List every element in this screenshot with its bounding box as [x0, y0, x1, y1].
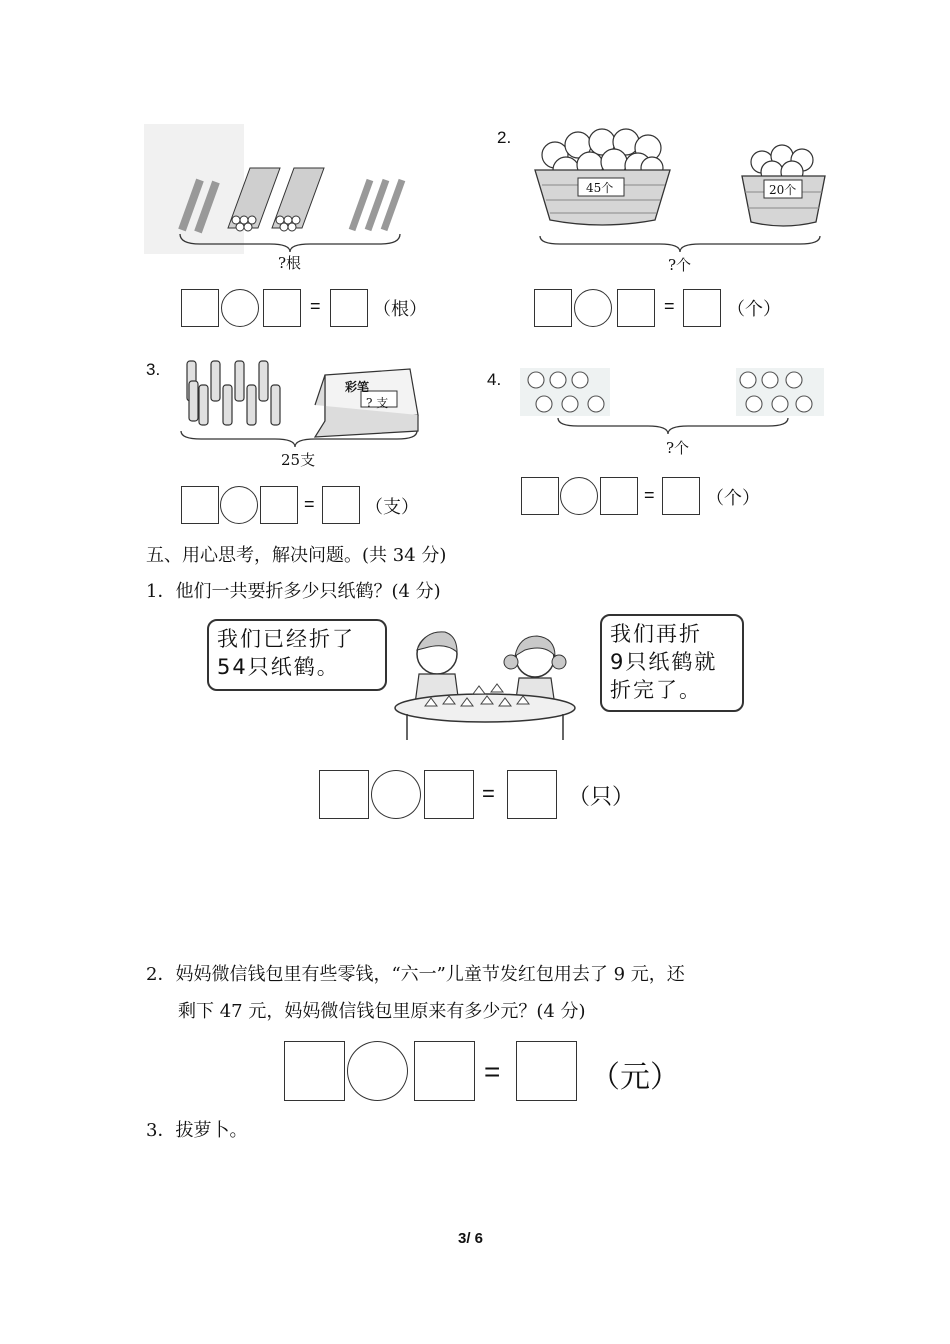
problem-caption: ?个	[666, 439, 690, 457]
unit-label: （根）	[373, 299, 427, 320]
answer-box[interactable]	[662, 477, 700, 515]
equals-sign: =	[664, 296, 675, 316]
problem-caption: ?根	[278, 254, 302, 272]
answer-box[interactable]	[507, 770, 557, 819]
problem-number: 2.	[497, 128, 512, 147]
bubble-line: 我们已经折了	[217, 627, 355, 651]
question-3-text: 3．拔萝卜。	[146, 1120, 248, 1141]
answer-box[interactable]	[322, 486, 360, 524]
answer-box[interactable]	[424, 770, 474, 819]
equals-sign: =	[310, 296, 321, 316]
answer-box[interactable]	[260, 486, 298, 524]
answer-box[interactable]	[319, 770, 369, 819]
bubble-line: 9只纸鹤就	[610, 650, 718, 674]
operator-circle[interactable]	[220, 486, 258, 524]
answer-box[interactable]	[600, 477, 638, 515]
operator-circle[interactable]	[371, 770, 421, 819]
left-basket-label: 45个	[586, 181, 614, 195]
right-basket-label: 20个	[769, 183, 797, 197]
answer-box[interactable]	[521, 477, 559, 515]
answer-box[interactable]	[263, 289, 301, 327]
answer-box[interactable]	[683, 289, 721, 327]
bubble-line: 54只纸鹤。	[217, 655, 340, 679]
question-1-text: 1．他们一共要折多少只纸鹤？(4 分)	[146, 581, 441, 602]
problem-caption: 25支	[281, 451, 316, 469]
operator-circle[interactable]	[221, 289, 259, 327]
unit-label: （支）	[365, 497, 419, 518]
unit-label: （元）	[590, 1060, 680, 1095]
answer-box[interactable]	[181, 289, 219, 327]
unit-label: （个）	[727, 299, 781, 320]
children-folding-cranes-illustration	[385, 622, 595, 742]
equals-sign: =	[484, 1056, 501, 1087]
answer-box[interactable]	[284, 1041, 345, 1101]
speech-bubble-left	[207, 619, 387, 691]
unit-label: （个）	[706, 488, 760, 509]
problem-caption: ?个	[668, 256, 692, 274]
section-heading: 五、用心思考，解决问题。(共 34 分)	[146, 545, 447, 566]
equals-sign: =	[482, 781, 495, 806]
bubble-line: 折完了。	[610, 678, 702, 702]
unit-label: （只）	[568, 785, 635, 810]
answer-box[interactable]	[617, 289, 655, 327]
equals-sign: =	[304, 494, 315, 514]
operator-circle[interactable]	[560, 477, 598, 515]
answer-box[interactable]	[330, 289, 368, 327]
speech-bubble-right	[600, 614, 744, 712]
operator-circle[interactable]	[574, 289, 612, 327]
answer-box[interactable]	[534, 289, 572, 327]
question-2-line-1: 2．妈妈微信钱包里有些零钱，“六一”儿童节发红包用去了 9 元，还	[146, 964, 685, 985]
bubble-line: 我们再折	[610, 622, 702, 646]
answer-box[interactable]	[181, 486, 219, 524]
sticks-illustration	[140, 120, 430, 255]
question-2-line-2: 剩下 47 元，妈妈微信钱包里原来有多少元？(4 分)	[178, 1001, 586, 1022]
problem-number: 4.	[487, 370, 502, 389]
equals-sign: =	[644, 485, 655, 505]
peaches-illustration	[518, 366, 828, 436]
box-tag: ? 支	[366, 396, 389, 410]
answer-box[interactable]	[516, 1041, 577, 1101]
problem-number: 3.	[146, 360, 161, 379]
operator-circle[interactable]	[347, 1041, 408, 1101]
box-title: 彩笔	[345, 380, 370, 394]
answer-box[interactable]	[414, 1041, 475, 1101]
page-number: 3/ 6	[458, 1230, 484, 1247]
